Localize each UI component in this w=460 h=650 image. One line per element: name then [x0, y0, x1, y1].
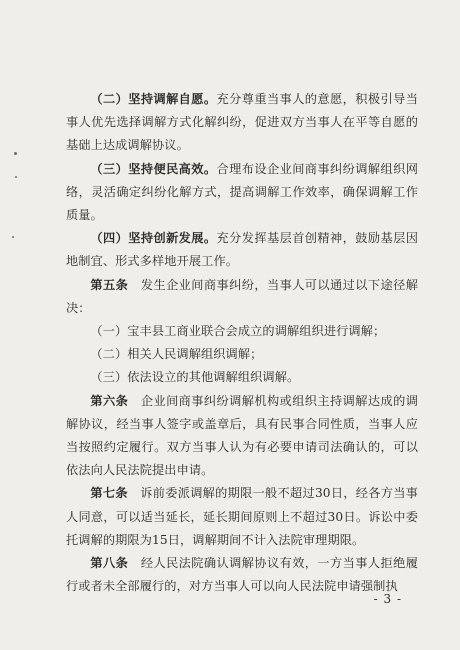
scan-speck [12, 236, 14, 238]
principle-heading: （三）坚持便民高效。 [90, 161, 217, 176]
principle-heading: （二）坚持调解自愿。 [90, 92, 217, 106]
principle-convenience [66, 158, 418, 228]
article-heading: 第七条 [90, 486, 128, 501]
list-item: （三）依法设立的其他调解组织调解。 [90, 370, 300, 385]
article-heading: 第六条 [90, 393, 129, 408]
principle-text: 充分尊重当事人的意愿，积极引导当事人优先选择调解方式化解纠纷，促进双方当事人在平等自愿的基础上达成调解协议。 [66, 92, 418, 153]
list-item: （二）相关人民调解组织调解； [90, 347, 263, 362]
principle-voluntary [66, 88, 418, 158]
article-heading: 第八条 [90, 556, 129, 571]
document-body [66, 88, 418, 598]
article-text: 企业间商事纠纷调解机构或组织主持调解达成的调解协议，经当事人签字或盖章后，具有民事合同性质，当事人应当按照约定履行。双方当事人认为有必要申请司法确认的，可以依法向人民法院提出申请。 [66, 393, 418, 478]
principle-heading: （四）坚持创新发展。 [90, 231, 217, 246]
principle-text: 合理布设企业间商事纠纷调解组织网络，灵活确定纠纷化解方式，提高调解工作效率，确保调解工作质量。 [66, 161, 418, 223]
article-text: 发生企业间商事纠纷，当事人可以通过以下途径解决： [66, 277, 418, 315]
principle-text: 充分发挥基层首创精神，鼓励基层因地制宜、形式多样地开展工作。 [66, 231, 418, 269]
page-number: - 3 - [373, 592, 402, 606]
scan-speck [14, 152, 17, 155]
article-text: 经人民法院确认调解协议有效，一方当事人拒绝履行或者未全部履行的，对方当事人可以向人民法院申请强制执 [66, 556, 418, 594]
article-6 [66, 390, 418, 483]
scan-speck [15, 176, 17, 178]
article-text: 诉前委派调解的期限一般不超过30日，经各方当事人同意，可以适当延长，延长期间原则上不超过30日。诉讼中委托调解的期限为15日，调解期间不计入法院审理期限。 [66, 486, 418, 547]
article-5 [66, 274, 418, 320]
article-7 [66, 482, 418, 552]
principle-innovation [66, 227, 418, 273]
list-item: （一）宝丰县工商业联合会成立的调解组织进行调解； [90, 324, 386, 339]
article-8 [66, 552, 418, 598]
article-heading: 第五条 [90, 277, 129, 292]
